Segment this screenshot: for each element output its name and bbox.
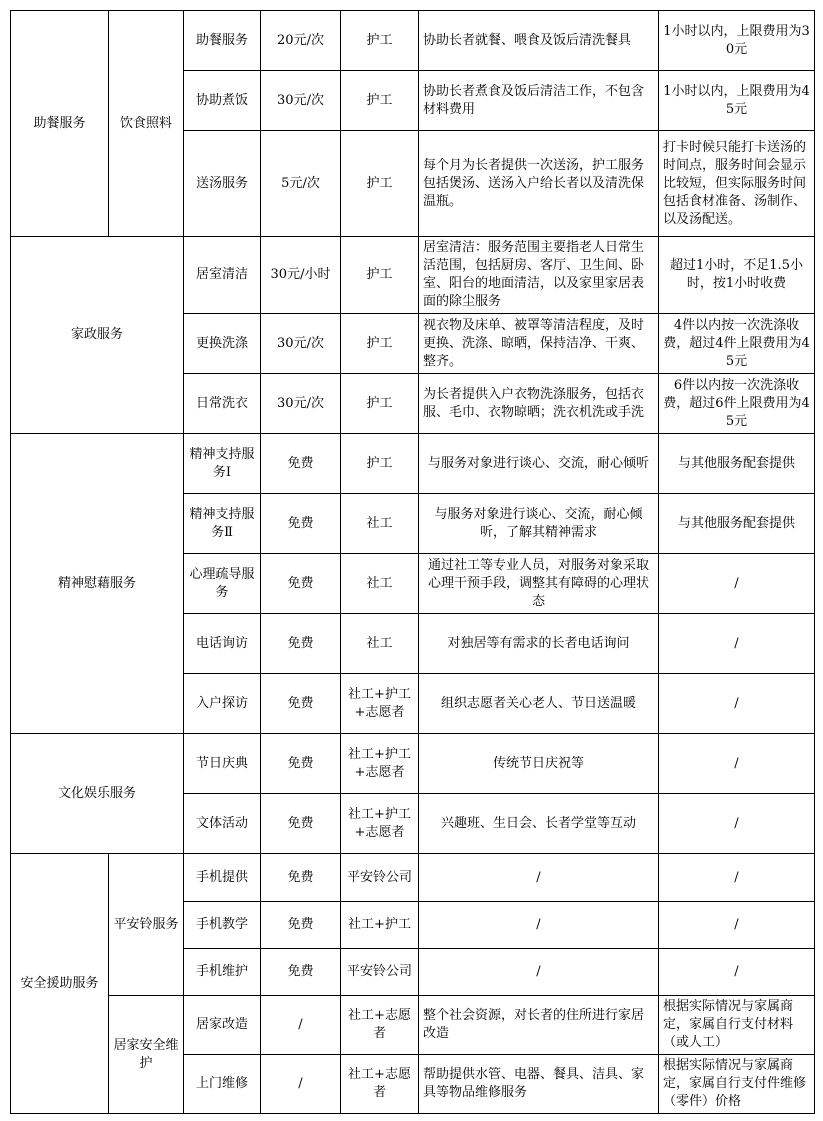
subcategory-cell: 居家安全维护 — [109, 996, 184, 1114]
staff-cell: 护工 — [341, 11, 419, 71]
item-cell: 节日庆典 — [184, 734, 261, 794]
note-cell: 打卡时候只能打卡送汤的时间点，服务时间会显示比较短，但实际服务时间包括食材准备、汤制作、以及汤配送。 — [659, 131, 815, 237]
note-cell: 与其他服务配套提供 — [659, 494, 815, 554]
price-cell: / — [261, 1055, 341, 1114]
note-cell: / — [659, 674, 815, 734]
price-cell: 30元/次 — [261, 374, 341, 434]
price-cell: 20元/次 — [261, 11, 341, 71]
note-cell: 1小时以内，上限费用为45元 — [659, 71, 815, 131]
staff-cell: 社工 — [341, 614, 419, 674]
description-cell: 视衣物及床单、被罩等清洁程度，及时更换、洗涤、晾晒，保持洁净、干爽、整齐。 — [419, 314, 659, 374]
price-cell: 免费 — [261, 434, 341, 494]
item-cell: 更换洗涤 — [184, 314, 261, 374]
item-cell: 电话询访 — [184, 614, 261, 674]
staff-cell: 社工+护工+志愿者 — [341, 794, 419, 854]
price-cell: 免费 — [261, 854, 341, 902]
price-cell: 免费 — [261, 494, 341, 554]
staff-cell: 护工 — [341, 237, 419, 314]
note-cell: 根据实际情况与家属商定，家属自行支付材料（或人工） — [659, 996, 815, 1055]
note-cell: / — [659, 734, 815, 794]
item-cell: 助餐服务 — [184, 11, 261, 71]
note-cell: 1小时以内，上限费用为30元 — [659, 11, 815, 71]
description-cell: 协助长者煮食及饭后清洁工作，不包含材料费用 — [419, 71, 659, 131]
staff-cell: 社工+护工+志愿者 — [341, 734, 419, 794]
note-cell: 与其他服务配套提供 — [659, 434, 815, 494]
price-cell: 免费 — [261, 674, 341, 734]
staff-cell: 护工 — [341, 434, 419, 494]
price-cell: 免费 — [261, 794, 341, 854]
description-cell: 为长者提供入户衣物洗涤服务，包括衣服、毛巾、衣物晾晒；洗衣机洗或手洗 — [419, 374, 659, 434]
price-cell: 免费 — [261, 734, 341, 794]
item-cell: 文体活动 — [184, 794, 261, 854]
staff-cell: 社工+志愿者 — [341, 1055, 419, 1114]
staff-cell: 社工+护工 — [341, 902, 419, 949]
item-cell: 居室清洁 — [184, 237, 261, 314]
price-cell: 免费 — [261, 949, 341, 996]
item-cell: 手机提供 — [184, 854, 261, 902]
staff-cell: 护工 — [341, 314, 419, 374]
price-cell: 免费 — [261, 902, 341, 949]
description-cell: / — [419, 902, 659, 949]
note-cell: / — [659, 554, 815, 614]
staff-cell: 护工 — [341, 374, 419, 434]
description-cell: 兴趣班、生日会、长者学堂等互动 — [419, 794, 659, 854]
note-cell: / — [659, 614, 815, 674]
note-cell: / — [659, 854, 815, 902]
description-cell: / — [419, 854, 659, 902]
staff-cell: 社工+护工+志愿者 — [341, 674, 419, 734]
description-cell: / — [419, 949, 659, 996]
note-cell: 根据实际情况与家属商定，家属自行支付件维修（零件）价格 — [659, 1055, 815, 1114]
note-cell: / — [659, 949, 815, 996]
table-row — [11, 854, 815, 902]
description-cell: 与服务对象进行谈心、交流，耐心倾听，了解其精神需求 — [419, 494, 659, 554]
item-cell: 入户探访 — [184, 674, 261, 734]
staff-cell: 平安铃公司 — [341, 949, 419, 996]
category-cell: 安全援助服务 — [11, 854, 109, 1114]
table-row — [11, 11, 815, 71]
note-cell: 4件以内按一次洗涤收费，超过4件上限费用为45元 — [659, 314, 815, 374]
table-row — [11, 734, 815, 794]
description-cell: 整个社会资源，对长者的住所进行家居改造 — [419, 996, 659, 1055]
price-cell: / — [261, 996, 341, 1055]
price-cell: 免费 — [261, 554, 341, 614]
description-cell: 每个月为长者提供一次送汤，护工服务包括煲汤、送汤入户给长者以及清洗保温瓶。 — [419, 131, 659, 237]
item-cell: 送汤服务 — [184, 131, 261, 237]
item-cell: 精神支持服务Ⅱ — [184, 494, 261, 554]
item-cell: 协助煮饭 — [184, 71, 261, 131]
table-row — [11, 434, 815, 494]
price-cell: 30元/小时 — [261, 237, 341, 314]
staff-cell: 护工 — [341, 71, 419, 131]
description-cell: 对独居等有需求的长者电话询问 — [419, 614, 659, 674]
description-cell: 协助长者就餐、喂食及饭后清洗餐具 — [419, 11, 659, 71]
description-cell: 传统节日庆祝等 — [419, 734, 659, 794]
note-cell: 6件以内按一次洗涤收费，超过6件上限费用为45元 — [659, 374, 815, 434]
staff-cell: 社工+志愿者 — [341, 996, 419, 1055]
description-cell: 与服务对象进行谈心、交流，耐心倾听 — [419, 434, 659, 494]
description-cell: 组织志愿者关心老人、节日送温暖 — [419, 674, 659, 734]
category-cell: 精神慰藉服务 — [11, 434, 184, 734]
staff-cell: 社工 — [341, 494, 419, 554]
category-cell: 助餐服务 — [11, 11, 109, 237]
price-cell: 30元/次 — [261, 71, 341, 131]
description-cell: 通过社工等专业人员，对服务对象采取心理干预手段，调整其有障碍的心理状态 — [419, 554, 659, 614]
item-cell: 手机维护 — [184, 949, 261, 996]
subcategory-cell: 饮食照料 — [109, 11, 184, 237]
description-cell: 帮助提供水管、电器、餐具、洁具、家具等物品维修服务 — [419, 1055, 659, 1114]
category-cell: 文化娱乐服务 — [11, 734, 184, 854]
item-cell: 日常洗衣 — [184, 374, 261, 434]
price-cell: 免费 — [261, 614, 341, 674]
item-cell: 心理疏导服务 — [184, 554, 261, 614]
service-table — [10, 10, 815, 1114]
staff-cell: 护工 — [341, 131, 419, 237]
staff-cell: 社工 — [341, 554, 419, 614]
description-cell: 居室清洁：服务范围主要指老人日常生活范围，包括厨房、客厅、卫生间、卧室、阳台的地面清洁，以及家里家居表面的除尘服务 — [419, 237, 659, 314]
table-row — [11, 996, 815, 1055]
subcategory-cell: 平安铃服务 — [109, 854, 184, 996]
item-cell: 上门维修 — [184, 1055, 261, 1114]
category-cell: 家政服务 — [11, 237, 184, 434]
item-cell: 居家改造 — [184, 996, 261, 1055]
note-cell: / — [659, 902, 815, 949]
price-cell: 30元/次 — [261, 314, 341, 374]
staff-cell: 平安铃公司 — [341, 854, 419, 902]
note-cell: / — [659, 794, 815, 854]
table-row — [11, 237, 815, 314]
price-cell: 5元/次 — [261, 131, 341, 237]
note-cell: 超过1小时，不足1.5小时，按1小时收费 — [659, 237, 815, 314]
item-cell: 手机教学 — [184, 902, 261, 949]
item-cell: 精神支持服务Ⅰ — [184, 434, 261, 494]
